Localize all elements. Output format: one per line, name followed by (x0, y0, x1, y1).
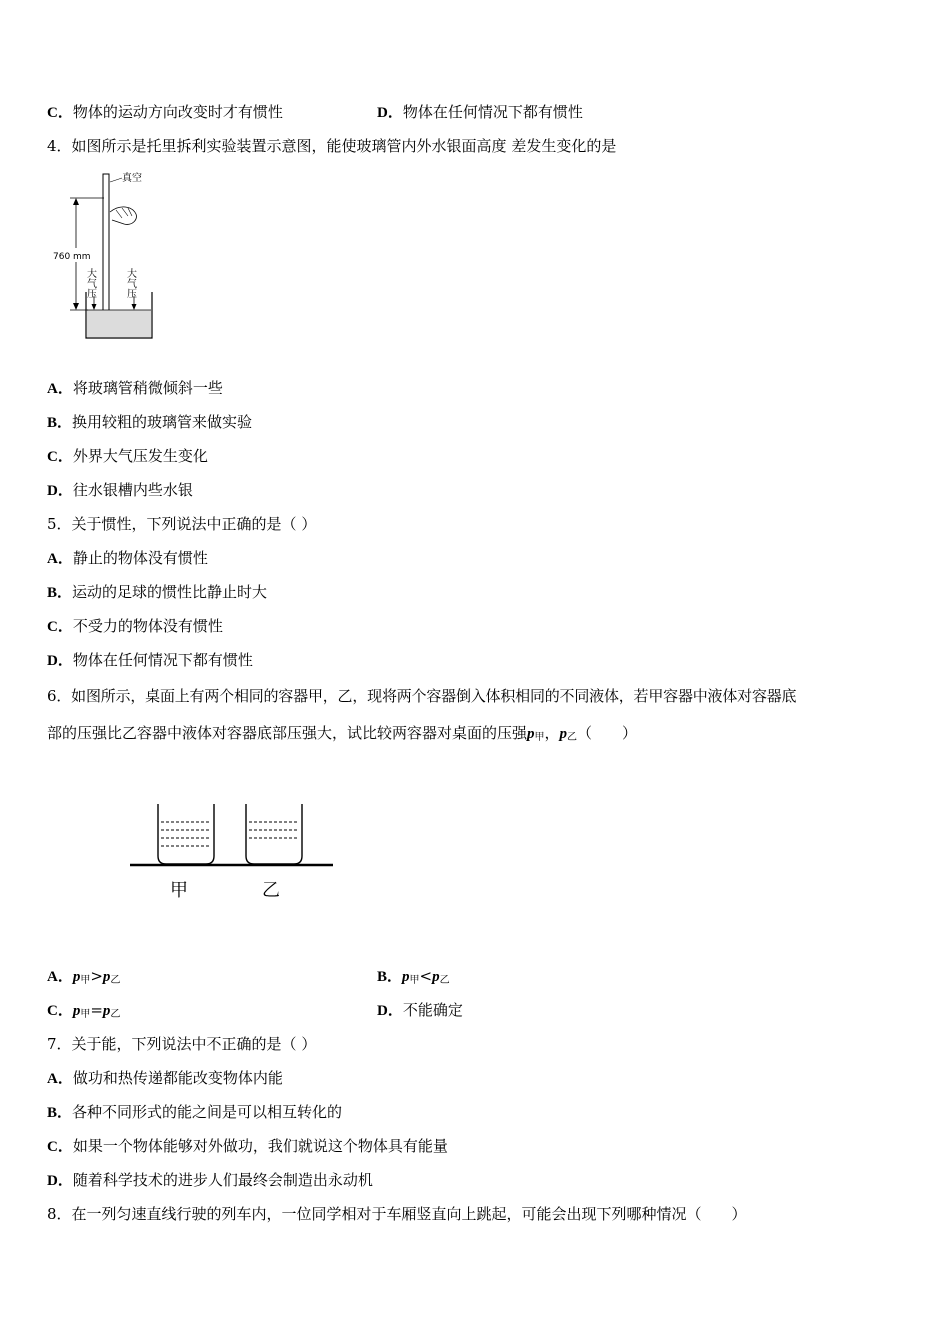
label-jia: 甲 (170, 880, 188, 901)
q6-stem-line2: 部的压强比乙容器中液体对容器底部压强大，试比较两容器对桌面的压强$p_甲$，$p_乙$（ ） (47, 724, 638, 743)
q4-option-b: B．换用较粗的玻璃管来做实验 (47, 413, 253, 431)
q6-option-d: D．不能确定 (377, 1001, 463, 1019)
q7-option-b: B．各种不同形式的能之间是可以相互转化的 (47, 1103, 343, 1121)
pressure-label-left: 大气压 (84, 268, 96, 298)
q6-option-b: B．$p_甲<p_乙$ (377, 967, 450, 986)
q5-option-d: D．物体在任何情况下都有惯性 (47, 651, 253, 669)
height-label: 760 mm (53, 252, 91, 262)
q7-stem: 7．关于能，下列说法中不正确的是（ ） (47, 1035, 317, 1053)
q6-stem-line1: 6．如图所示，桌面上有两个相同的容器甲，乙，现将两个容器倒入体积相同的不同液体，若甲容器中液体对容器底 (47, 687, 797, 705)
q7-option-d: D．随着科学技术的进步人们最终会制造出永动机 (47, 1171, 373, 1189)
q3-option-d: D．物体在任何情况下都有惯性 (377, 103, 583, 121)
torricelli-figure (50, 168, 170, 348)
q8-stem: 8．在一列匀速直线行驶的列车内，一位同学相对于车厢竖直向上跳起，可能会出现下列哪种情况（ ） (47, 1205, 747, 1223)
label-yi: 乙 (262, 880, 280, 901)
glass-tube (103, 174, 109, 312)
q4-option-d: D．往水银槽内些水银 (47, 481, 193, 499)
q4-option-a: A．将玻璃管稍微倾斜一些 (47, 379, 223, 397)
q4-option-c: C．外界大气压发生变化 (47, 447, 208, 465)
q5-option-c: C．不受力的物体没有惯性 (47, 617, 223, 635)
q6-option-a: A．$p_甲>p_乙$ (47, 967, 121, 986)
q5-stem: 5．关于惯性，下列说法中正确的是（ ） (47, 515, 317, 533)
q6-option-c: C．$p_甲=p_乙$ (47, 1001, 121, 1020)
q7-option-c: C．如果一个物体能够对外做功，我们就说这个物体具有能量 (47, 1137, 448, 1155)
mercury-surface (87, 310, 151, 337)
q5-option-b: B．运动的足球的惯性比静止时大 (47, 583, 268, 601)
container-yi (246, 804, 302, 864)
pressure-label-right: 大气压 (124, 268, 136, 298)
q7-option-a: A．做功和热传递都能改变物体内能 (47, 1069, 283, 1087)
q3-option-c: C．物体的运动方向改变时才有惯性 (47, 103, 283, 121)
q5-option-a: A．静止的物体没有惯性 (47, 549, 208, 567)
container-jia (158, 804, 214, 864)
vacuum-label: 真空 (122, 173, 142, 184)
q4-stem: 4．如图所示是托里拆利实验装置示意图，能使玻璃管内外水银面高度 差发生变化的是 (47, 137, 617, 155)
containers-figure (128, 798, 338, 908)
